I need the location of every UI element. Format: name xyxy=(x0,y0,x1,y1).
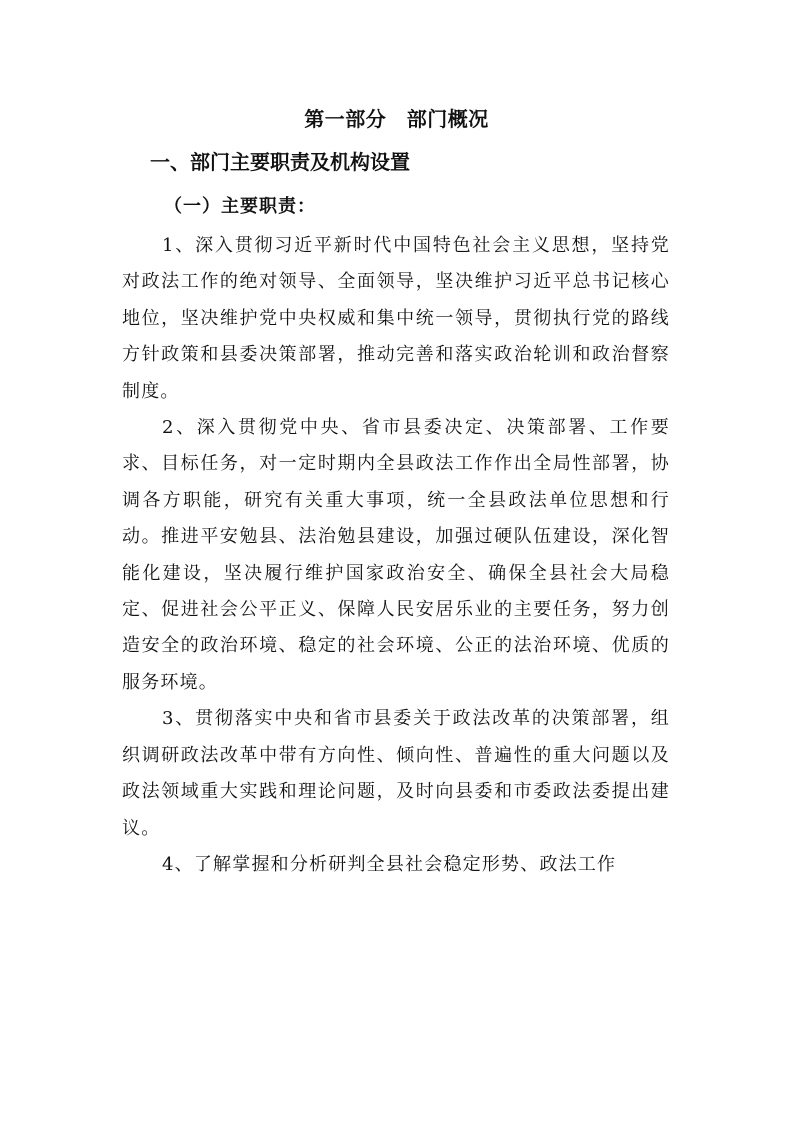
section-heading: 一、部门主要职责及机构设置 xyxy=(150,150,410,174)
paragraph-duty-1: 1、深入贯彻习近平新时代中国特色社会主义思想，坚持党对政法工作的绝对领导、全面领导，坚决维护习近平总书记核心地位，坚决维护党中央权威和集中统一领导，贯彻执行党的路线方针政策和县委决策部署，推动完善和落实政治轮训和政治督察制度。 xyxy=(122,235,670,402)
part-title: 第一部分 部门概况 xyxy=(304,107,489,131)
paragraph-duty-2: 2、深入贯彻党中央、省市县委决定、决策部署、工作要求、目标任务，对一定时期内全县政法工作作出全局性部署，协调各方职能，研究有关重大事项，统一全县政法单位思想和行动。推进平安勉县、法治勉县建设，加强过硬队伍建设，深化智能化建设，坚决履行维护国家政治安全、确保全县社会大局稳定、促进社会公平正义、保障人民安居乐业的主要任务，努力创造安全的政治环境、稳定的社会环境、公正的法治环境、优质的服务环境。 xyxy=(122,417,670,693)
paragraph-duty-3: 3、贯彻落实中央和省市县委关于政法改革的决策部署，组织调研政法改革中带有方向性、倾向性、普遍性的重大问题以及政法领域重大实践和理论问题，及时向县委和市委政法委提出建议。 xyxy=(122,708,670,839)
body-text xyxy=(122,228,670,883)
paragraph-duty-4: 4、了解掌握和分析研判全县社会稳定形势、政法工作 xyxy=(162,853,617,875)
subheading-main-duties: （一）主要职责： xyxy=(164,196,316,217)
